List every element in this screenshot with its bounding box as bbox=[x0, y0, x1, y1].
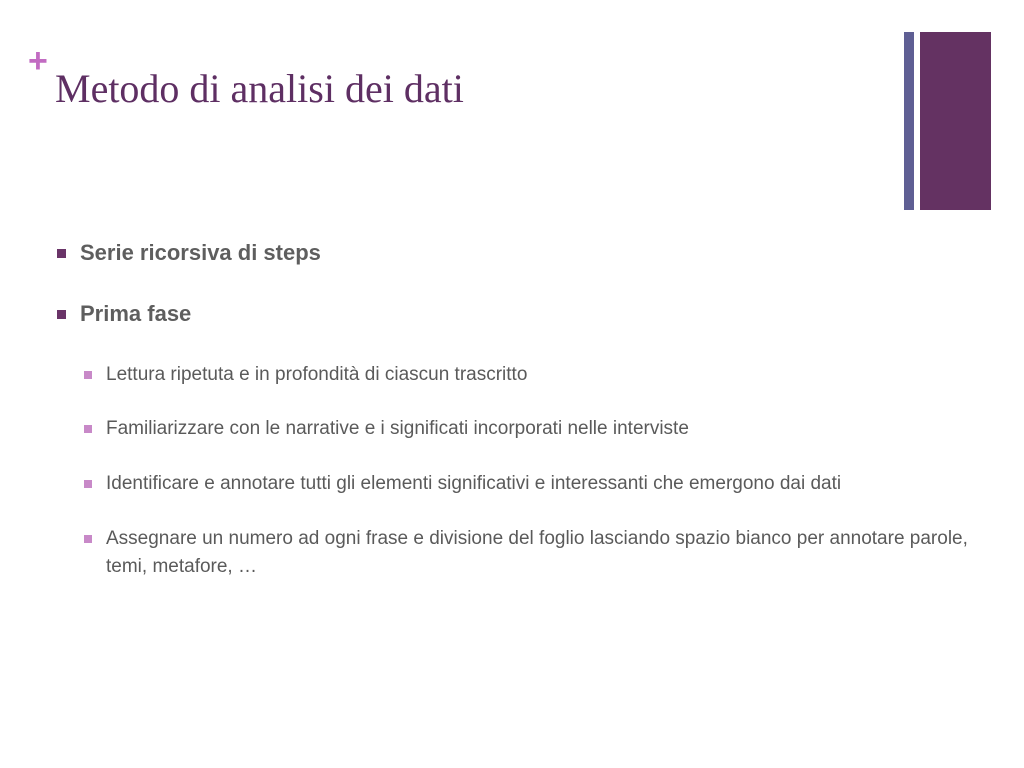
square-bullet-icon bbox=[57, 249, 66, 258]
square-bullet-icon bbox=[84, 480, 92, 488]
sub-bullet-text: Identificare e annotare tutti gli elementi significativi e interessanti che emergono dai dati bbox=[106, 473, 842, 494]
sub-bullet-text: Familiarizzare con le narrative e i significati incorporati nelle interviste bbox=[106, 418, 689, 439]
sub-bullet-text: Assegnare un numero ad ogni frase e divisione del foglio lasciando spazio bianco per annotare parole, temi, metafore, … bbox=[106, 528, 968, 577]
sub-bullet-text: Lettura ripetuta e in profondità di ciascun trascritto bbox=[106, 364, 528, 385]
slide-title: Metodo di analisi dei dati bbox=[55, 66, 464, 111]
bullet-text: Prima fase bbox=[80, 301, 192, 326]
plus-icon: + bbox=[28, 42, 48, 80]
square-bullet-icon bbox=[84, 425, 92, 433]
square-bullet-icon bbox=[84, 371, 92, 379]
square-bullet-icon bbox=[57, 310, 66, 319]
bullet-text: Serie ricorsiva di steps bbox=[80, 240, 321, 265]
square-bullet-icon bbox=[84, 535, 92, 543]
